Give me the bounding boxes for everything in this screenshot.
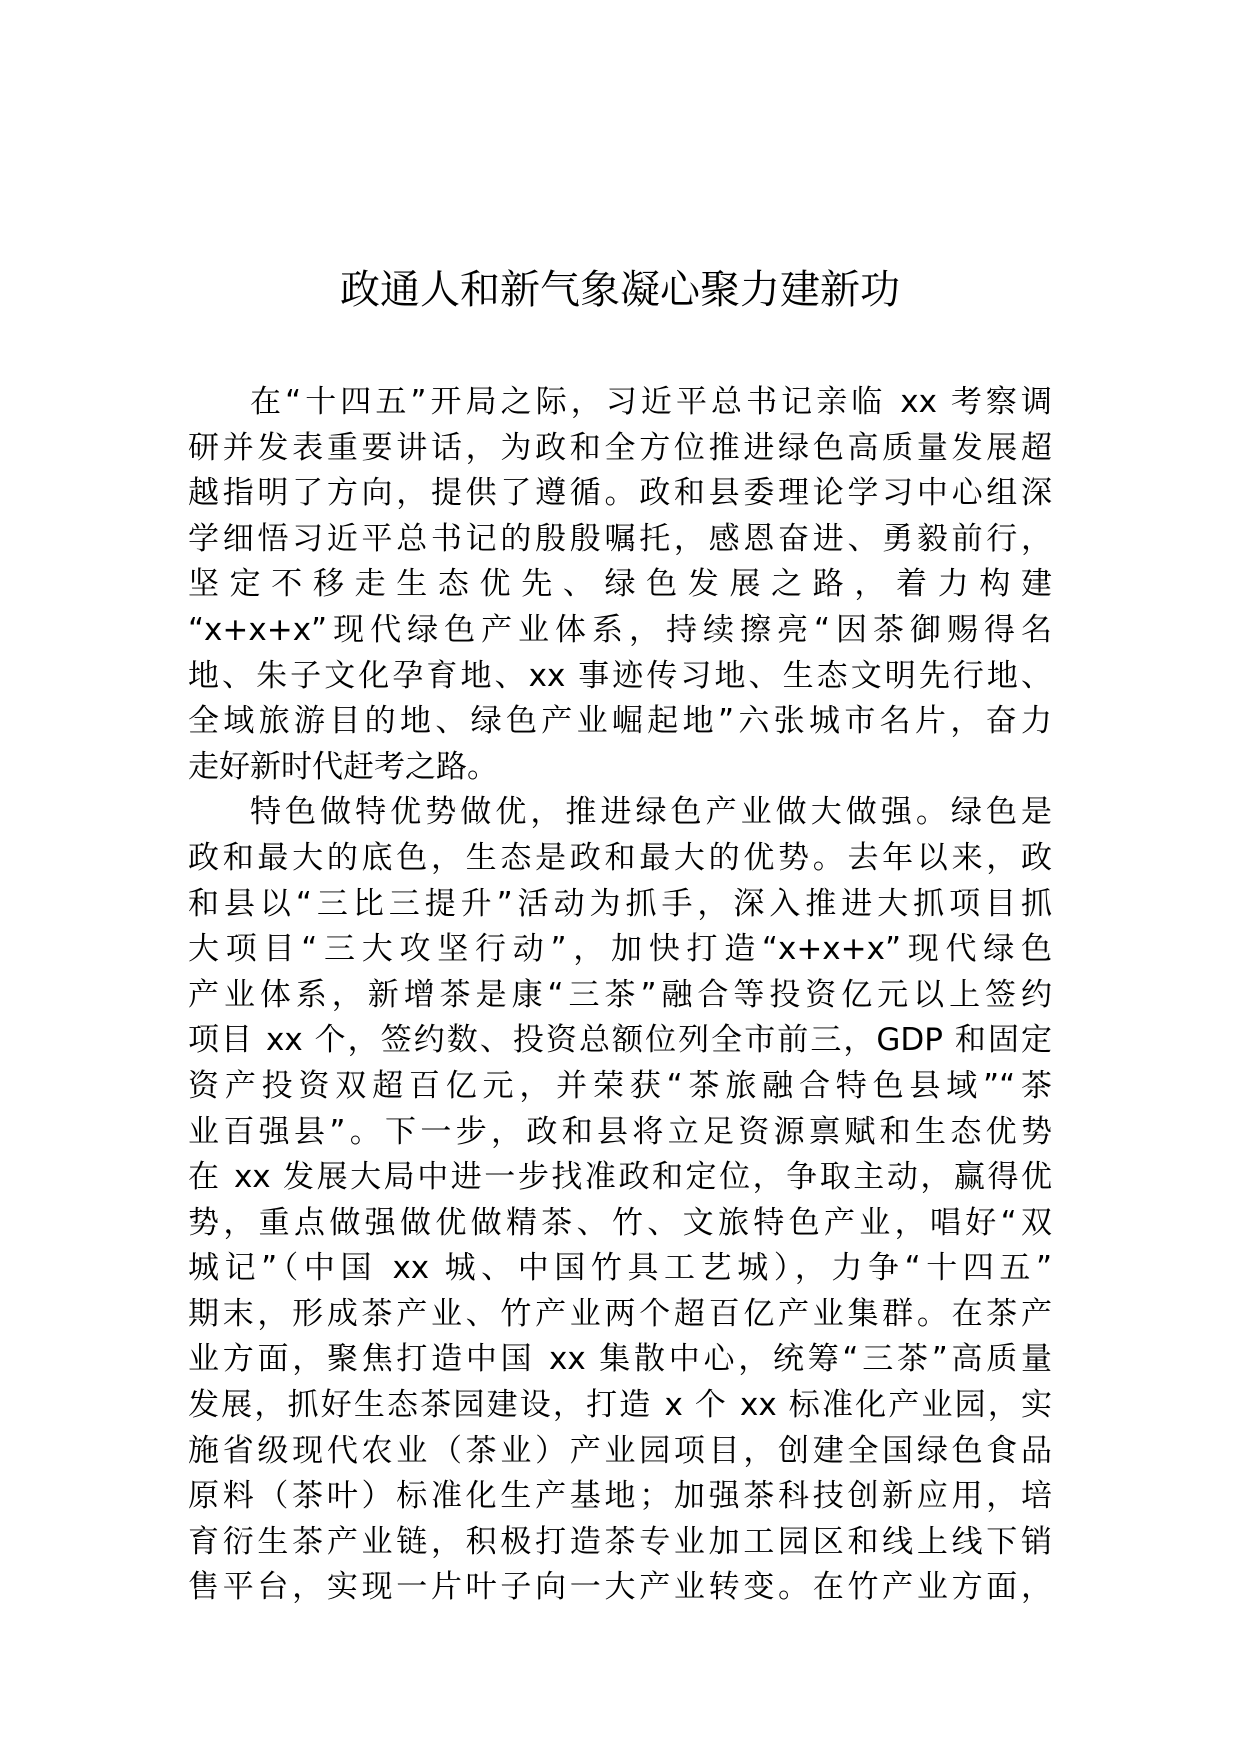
paragraph-line: 政和最大的底色，生态是政和最大的优势。去年以来，政 bbox=[188, 839, 1052, 876]
paragraph-line: 业百强县”。下一步，政和县将立足资源禀赋和生态优势 bbox=[188, 1113, 1052, 1150]
paragraph-1 bbox=[188, 380, 1052, 790]
paragraph-line: “x+x+x”现代绿色产业体系，持续擦亮“因茶御赐得名 bbox=[188, 611, 1052, 648]
paragraph-line: 特色做特优势做优，推进绿色产业做大做强。绿色是 bbox=[250, 794, 1052, 831]
paragraph-line: 产业体系，新增茶是康“三茶”融合等投资亿元以上签约 bbox=[188, 976, 1052, 1013]
paragraph-line: 原料（茶叶）标准化生产基地；加强茶科技创新应用，培 bbox=[188, 1478, 1052, 1515]
paragraph-2 bbox=[188, 790, 1052, 1611]
paragraph-line: 学细悟习近平总书记的殷殷嘱托，感恩奋进、勇毅前行， bbox=[188, 520, 1052, 557]
paragraph-line: 越指明了方向，提供了遵循。政和县委理论学习中心组深 bbox=[188, 475, 1052, 512]
paragraph-line: 售平台，实现一片叶子向一大产业转变。在竹产业方面， bbox=[188, 1569, 1052, 1606]
paragraph-line: 全域旅游目的地、绿色产业崛起地”六张城市名片，奋力 bbox=[188, 703, 1052, 740]
paragraph-line: 城记”（中国 xx 城、中国竹具工艺城），力争“十四五” bbox=[188, 1250, 1052, 1287]
paragraph-line: 育衍生茶产业链，积极打造茶专业加工园区和线上线下销 bbox=[188, 1523, 1052, 1560]
paragraph-line: 坚定不移走生态优先、绿色发展之路，着力构建 bbox=[188, 566, 1052, 603]
paragraph-line: 势，重点做强做优做精茶、竹、文旅特色产业，唱好“双 bbox=[188, 1204, 1052, 1241]
paragraph-line: 走好新时代赶考之路。 bbox=[188, 748, 498, 785]
document-body bbox=[188, 380, 1052, 1611]
paragraph-line: 期末，形成茶产业、竹产业两个超百亿产业集群。在茶产 bbox=[188, 1295, 1052, 1332]
paragraph-line: 发展，抓好生态茶园建设，打造 x 个 xx 标准化产业园，实 bbox=[188, 1387, 1052, 1424]
paragraph-line: 研并发表重要讲话，为政和全方位推进绿色高质量发展超 bbox=[188, 429, 1052, 466]
document-title: 政通人和新气象凝心聚力建新功 bbox=[340, 267, 900, 313]
paragraph-line: 和县以“三比三提升”活动为抓手，深入推进大抓项目抓 bbox=[188, 885, 1052, 922]
paragraph-line: 项目 xx 个，签约数、投资总额位列全市前三，GDP 和固定 bbox=[188, 1022, 1052, 1059]
paragraph-line: 大项目“三大攻坚行动”，加快打造“x+x+x”现代绿色 bbox=[188, 931, 1052, 968]
paragraph-line: 在“十四五”开局之际，习近平总书记亲临 xx 考察调 bbox=[250, 384, 1052, 420]
paragraph-line: 地、朱子文化孕育地、xx 事迹传习地、生态文明先行地、 bbox=[188, 657, 1052, 694]
paragraph-line: 业方面，聚焦打造中国 xx 集散中心，统筹“三茶”高质量 bbox=[188, 1341, 1052, 1378]
paragraph-line: 在 xx 发展大局中进一步找准政和定位，争取主动，赢得优 bbox=[188, 1159, 1052, 1196]
paragraph-line: 资产投资双超百亿元，并荣获“茶旅融合特色县域”“茶 bbox=[188, 1067, 1052, 1104]
paragraph-line: 施省级现代农业（茶业）产业园项目，创建全国绿色食品 bbox=[188, 1432, 1052, 1469]
